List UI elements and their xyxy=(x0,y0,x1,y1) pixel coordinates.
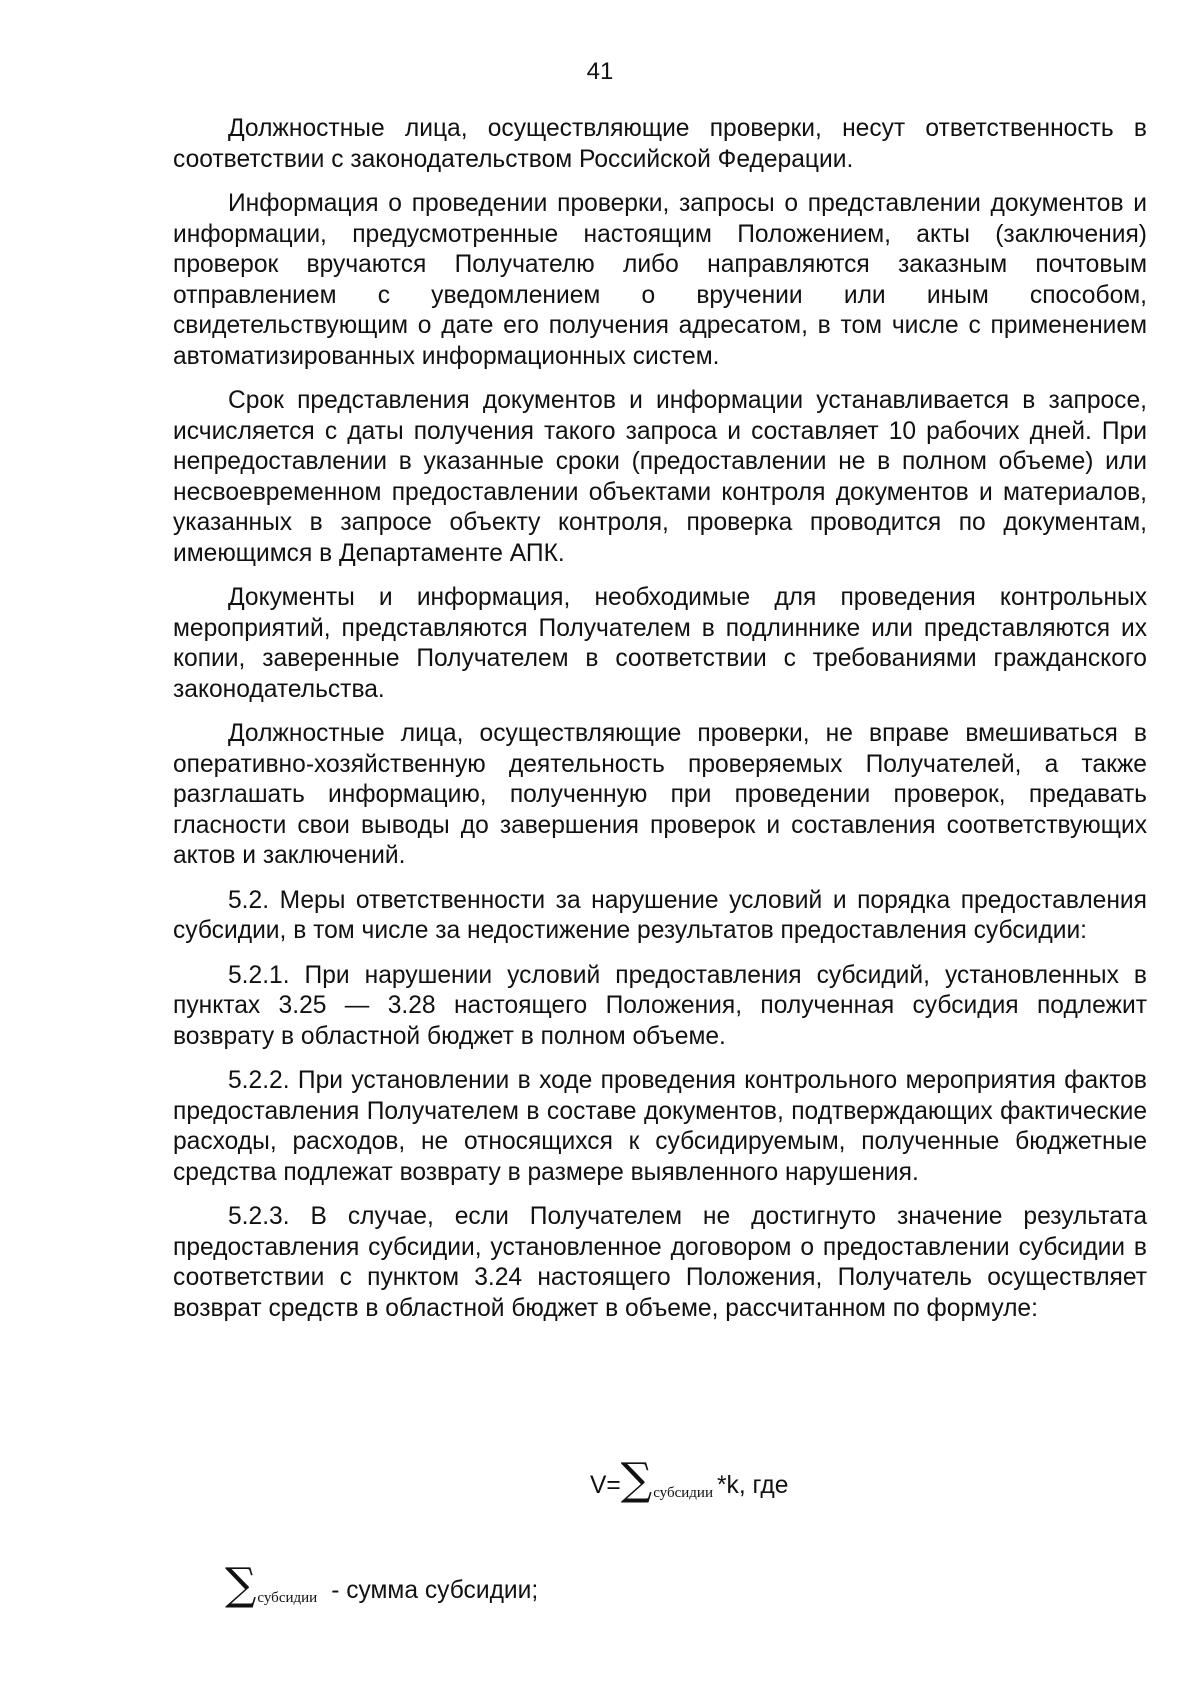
sum-subscript: субсидии xyxy=(257,1590,318,1606)
paragraph: 5.2.1. При нарушении условий предоставления субсидий, установленных в пунктах 3.25 — 3.28 настоящего Положения, полученная субсидия подлежит возврату в областной бюджет в полном объеме. xyxy=(173,961,1147,1050)
paragraph: 5.2.2. При установлении в ходе проведения контрольного мероприятия фактов предоставления Получателем в составе документов, подтверждающих фактические расходы, расходов, не относящихся к субсидируемым, полученные бюджетные средства подлежат возврату в размере выявленного нарушения. xyxy=(173,1067,1147,1186)
sum-subscript: субсидии xyxy=(653,1485,713,1501)
paragraph: Срок представления документов и информации устанавливается в запросе, исчисляется с даты получения такого запроса и составляет 10 рабочих дней. При непредоставлении в указанные сроки (предоставлении не в полном объеме) или несвоевременном предоставлении объектами контроля документов и материалов, указанных в запросе объекту контроля, проверка проводится по документам, имеющимся в Департаменте АПК. xyxy=(173,387,1147,567)
paragraph: Документы и информация, необходимые для проведения контрольных мероприятий, представляются Получателем в подлиннике или представляются их копии, заверенные Получателем в соответствии с требованиями гражданского законодательства. xyxy=(173,584,1147,703)
sum-symbol-icon: ∑ xyxy=(620,1454,653,1505)
paragraph: 5.2.3. В случае, если Получателем не достигнуто значение результата предоставления субсидии, установленное договором о предоставлении субсидии в соответствии с пунктом 3.24 настоящего Положения, Получатель осуществляет возврат средств в областной бюджет в объеме, рассчитанном по формуле: xyxy=(173,1203,1147,1322)
paragraph: Должностные лица, осуществляющие проверки, не вправе вмешиваться в оперативно-хозяйственную деятельность проверяемых Получателей, а также разглашать информацию, полученную при проведении проверок, предавать гласности свои выводы до завершения проверок и составления соответствующих актов и заключений. xyxy=(173,720,1147,869)
paragraph: Информация о проведении проверки, запросы о представлении документов и информации, предусмотренные настоящим Положением, акты (заключения) проверок вручаются Получателю либо направляются заказным почтовым отправлением с уведомлением о вручении или иным способом, свидетельствующим о дате его получения адресатом, в том числе с применением автоматизированных информационных систем. xyxy=(173,190,1147,370)
paragraph: Должностные лица, осуществляющие проверки, несут ответственность в соответствии с законодательством Российской Федерации. xyxy=(173,115,1147,173)
formula-rhs: *k, где xyxy=(716,1472,789,1499)
formula-lhs: V= xyxy=(590,1472,621,1499)
formula-definition xyxy=(225,1559,539,1610)
page-number: 41 xyxy=(586,58,614,85)
return-formula xyxy=(590,1454,789,1505)
sum-symbol-icon: ∑ xyxy=(225,1559,257,1610)
definition-text: - сумма субсидии; xyxy=(331,1577,539,1604)
paragraph: 5.2. Меры ответственности за нарушение условий и порядка предоставления субсидии, в том числе за недостижение результатов предоставления субсидии: xyxy=(173,886,1147,944)
document-body xyxy=(173,114,1147,1338)
